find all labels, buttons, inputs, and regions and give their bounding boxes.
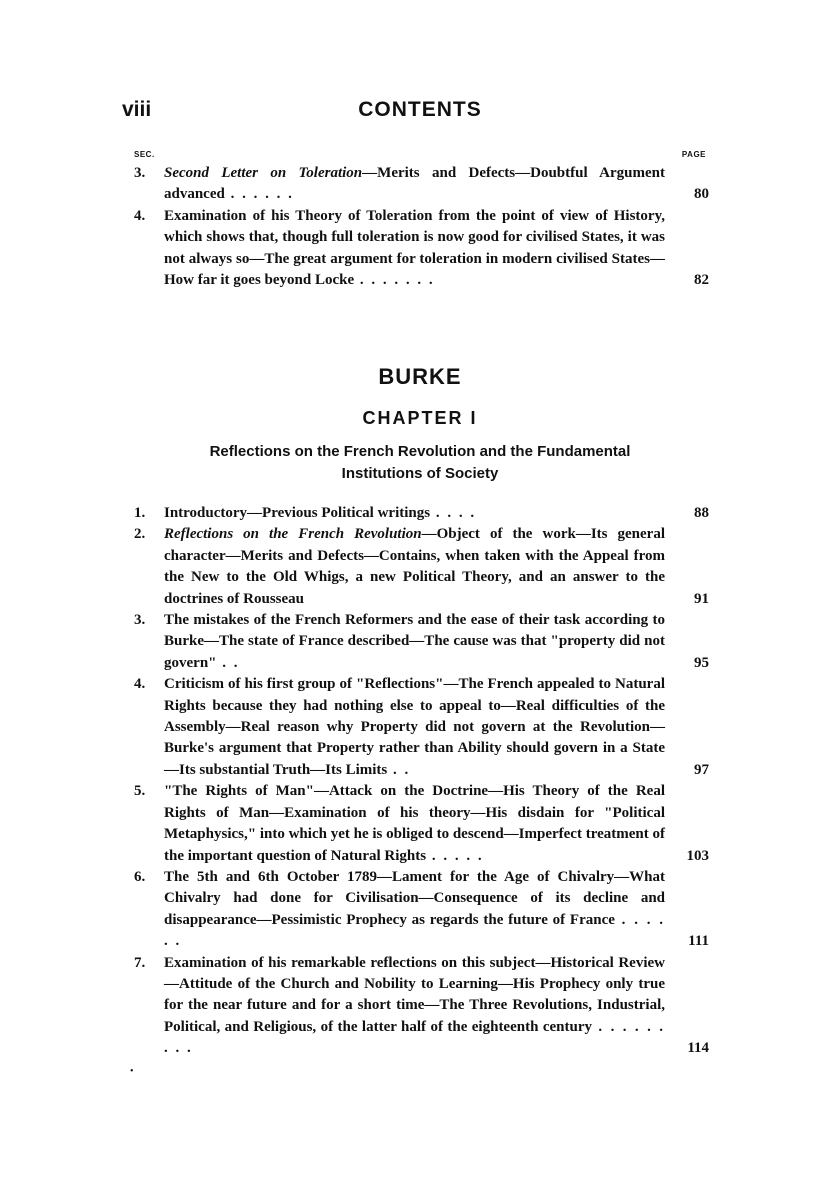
toc-entry	[134, 953, 709, 1060]
column-headings	[134, 150, 706, 162]
toc-entry	[134, 674, 709, 781]
entry-text: "The Rights of Man"—Attack on the Doctrine—His Theory of the Real Rights of Man—Examination of his theory—His disdain for "Political Metaphysics," into which yet he is obliged to descend—Imperfect treatment of the important question of Natural Rights . . . . .	[164, 783, 665, 864]
entry-page: 88	[694, 505, 709, 521]
running-head: CONTENTS	[358, 98, 482, 121]
entry-page: 111	[688, 933, 709, 950]
entry-text: The mistakes of the French Reformers and the ease of their task according to Burke—The state of France described—The cause was that "property did not govern" . .	[164, 612, 665, 671]
entry-text: The 5th and 6th October 1789—Lament for the Age of Chivalry—What Chivalry had done for Civilisation—Consequence of its decline and disappearance—Pessimistic Prophecy as regards the future of France . . . . . .	[164, 868, 665, 950]
entry-number: 6.	[134, 868, 146, 885]
toc-previous-chapter	[134, 163, 709, 291]
entry-page: 80	[694, 186, 709, 203]
entry-page: 95	[694, 654, 709, 671]
toc-entry	[134, 524, 709, 610]
toc-entry	[134, 503, 709, 524]
entry-number: 4.	[134, 676, 146, 693]
entry-number: 3.	[134, 165, 146, 181]
entry-text: Introductory—Previous Political writings . . . .	[164, 505, 477, 521]
entry-text: Reflections on the French Revolution—Object of the work—Its general character—Merits and Defects—Contains, when taken with the Appeal from the New to the Old Whigs, a new Political Theory, and an answer to the doctrines of Rousseau	[164, 526, 665, 607]
toc-entry	[134, 867, 709, 953]
chapter-title: Reflections on the French Revolution and the Fundamental Institutions of Society	[209, 443, 631, 482]
toc-chapter-one	[134, 503, 709, 1060]
entry-page: 114	[687, 1040, 709, 1057]
entry-page: 82	[694, 272, 709, 289]
book-title: BURKE	[378, 364, 462, 389]
entry-page: 91	[694, 590, 709, 607]
page-number: viii	[122, 98, 152, 121]
entry-number: 1.	[134, 505, 146, 521]
toc-entry	[134, 610, 709, 674]
entry-number: 4.	[134, 207, 146, 224]
page-column-heading: PAGE	[681, 150, 706, 159]
toc-entry	[134, 206, 709, 292]
toc-entry	[134, 163, 709, 206]
chapter-label: CHAPTER I	[362, 408, 478, 428]
entry-title: Second Letter on Toleration	[164, 165, 363, 181]
entry-page: 97	[694, 761, 709, 778]
toc-entry	[134, 781, 709, 867]
page-header	[120, 98, 720, 128]
entry-number: 5.	[134, 783, 146, 800]
entry-number: 3.	[134, 612, 146, 629]
entry-number: 7.	[134, 954, 146, 971]
entry-title: Reflections on the French Revolution	[164, 526, 422, 543]
entry-text: Examination of his remarkable reflections on this subject—Historical Review—Attitude of the Church and Nobility to Learning—His Prophecy only true for the near future and for a short time—The Three Revolutions, Industrial, Political, and Religious, of the latter half of the eighteenth century . . . . . . . . .	[164, 954, 666, 1057]
entry-page: 103	[686, 847, 709, 864]
section-column-heading: SEC.	[134, 150, 155, 159]
entry-text: Examination of his Theory of Toleration from the point of view of History, which shows that, though full toleration is now good for civilised States, it was not always so—The great argument for toleration in modern civilised States—How far it goes beyond Locke . . . . . . .	[164, 207, 665, 289]
margin-mark: •	[130, 1066, 134, 1077]
entry-number: 2.	[134, 526, 146, 543]
entry-text: Criticism of his first group of "Reflections"—The French appealed to Natural Rights because they had nothing else to appeal to—Real difficulties of the Assembly—Real reason why Property did not govern at the Revolution—Burke's argument that Property rather than Ability should govern in a State—Its substantial Truth—Its Limits . .	[164, 676, 665, 778]
entry-text: Second Letter on Toleration—Merits and Defects—Doubtful Argument advanced . . . . . .	[164, 165, 665, 203]
